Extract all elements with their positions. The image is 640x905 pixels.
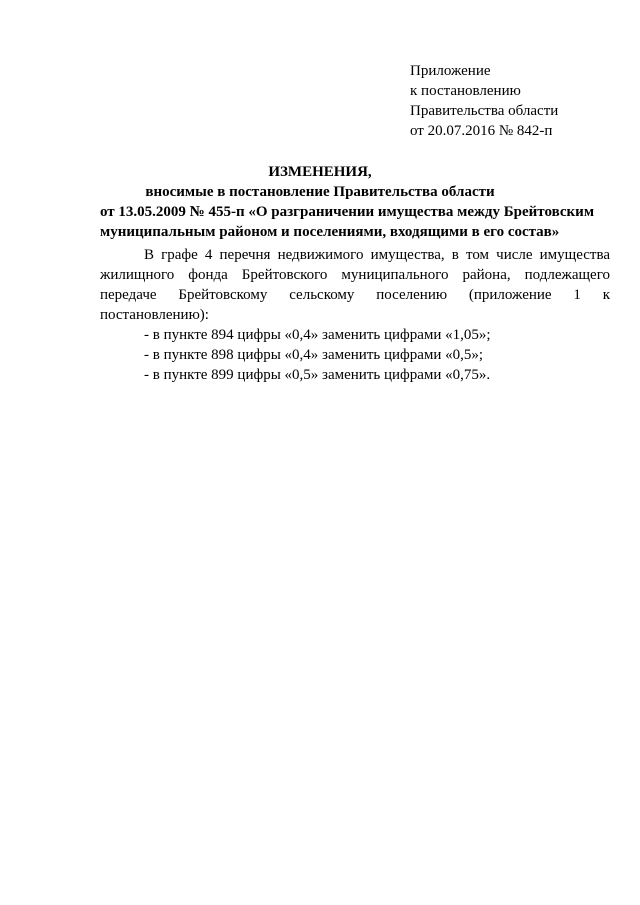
document-body [100, 245, 610, 385]
title-resolution-ref-cont: муниципальным районом и поселениями, входящими в его состав» [100, 224, 560, 240]
appendix-label: Приложение [410, 63, 491, 79]
appendix-header [410, 61, 558, 141]
title-subheading: вносимые в постановление Правительства области [145, 184, 495, 200]
title-resolution-ref: от 13.05.2009 № 455-п «О разграничении имущества между Брейтовским [100, 204, 595, 220]
title-heading: ИЗМЕНЕНИЯ, [268, 164, 372, 180]
document-title [100, 162, 595, 242]
changes-list [100, 325, 610, 385]
body-paragraph: В графе 4 перечня недвижимого имущества, в том числе имущества жилищного фонда Брейтовского муниципального района, подлежащего передаче Брейтовскому сельскому поселению (приложение 1 к постановлению): [100, 247, 610, 323]
list-item: - в пункте 894 цифры «0,4» заменить цифрами «1,05»; [144, 327, 491, 343]
appendix-date-number: от 20.07.2016 № 842-п [410, 123, 553, 139]
appendix-authority: Правительства области [410, 103, 559, 119]
appendix-reference: к постановлению [410, 83, 521, 99]
list-item: - в пункте 898 цифры «0,4» заменить цифрами «0,5»; [144, 347, 484, 363]
list-item: - в пункте 899 цифры «0,5» заменить цифрами «0,75». [144, 367, 491, 383]
